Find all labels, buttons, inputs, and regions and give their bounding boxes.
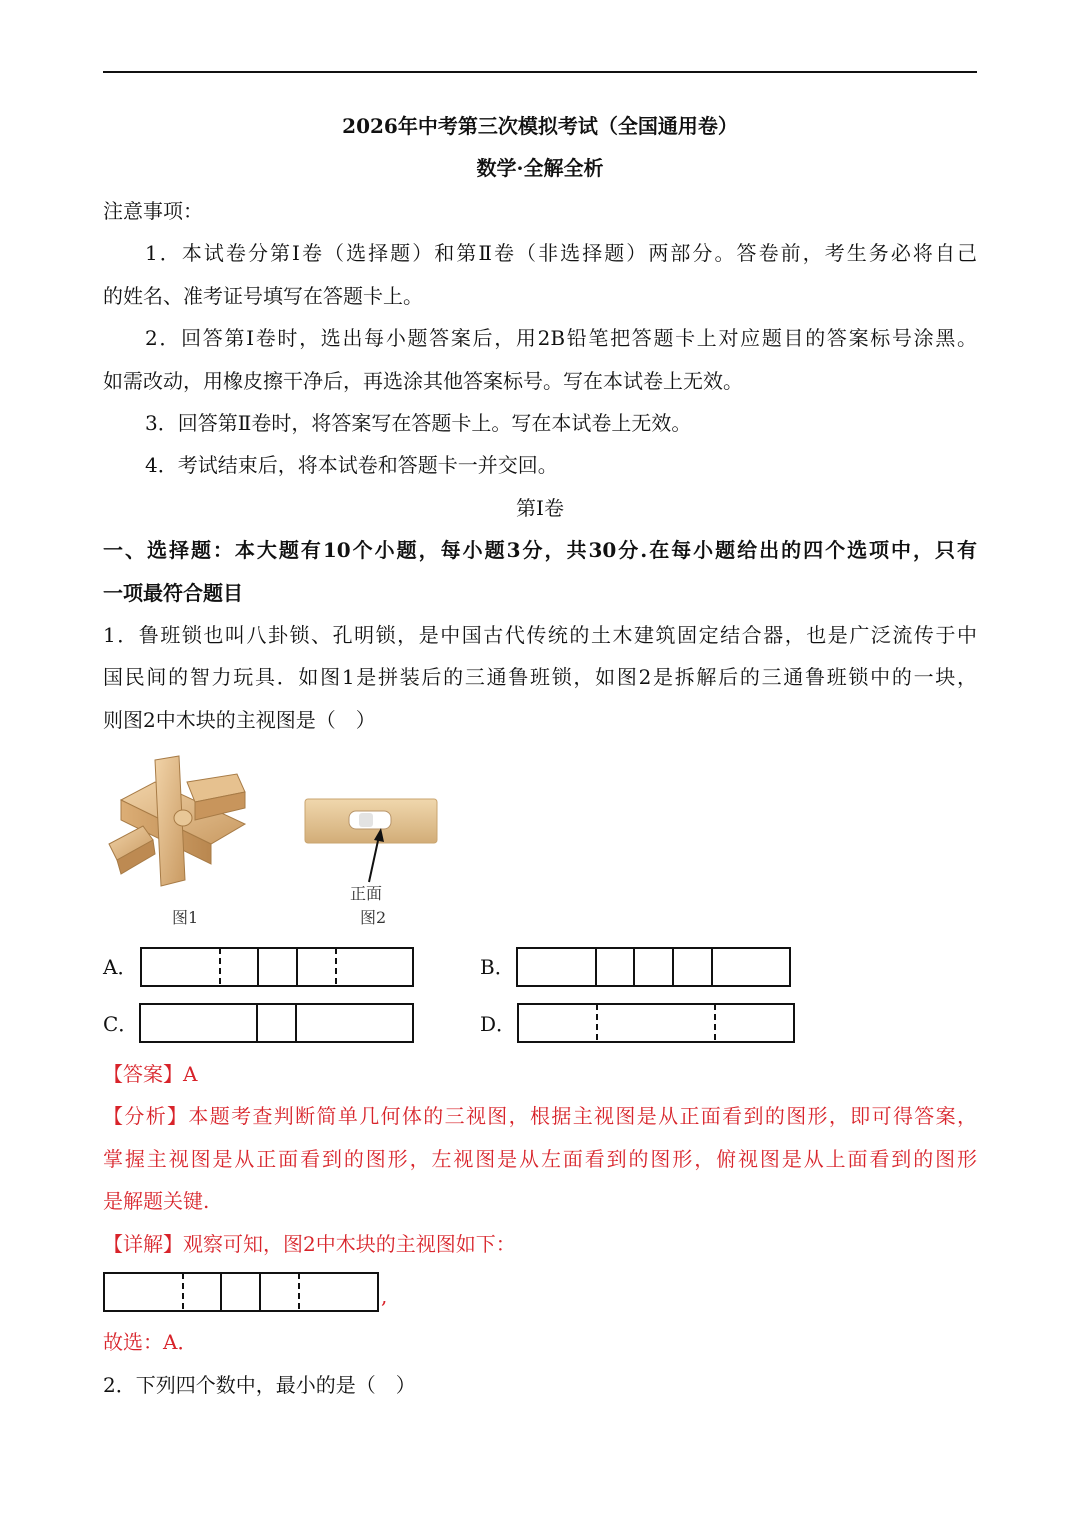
- option-d-figure[interactable]: [517, 1003, 795, 1043]
- notice-item-4: 4．考试结束后，将本试卷和答题卡一并交回。: [145, 453, 558, 477]
- q1-detail: 【详解】观察可知，图2中木块的主视图如下：: [103, 1232, 516, 1256]
- q2-stem: 2．下列四个数中，最小的是（ ）: [103, 1373, 416, 1397]
- q1-solution-figure: [103, 1272, 379, 1312]
- q1-answer: 【答案】A: [103, 1062, 198, 1086]
- q1-analysis-line-2: 掌握主视图是从正面看到的图形，左视图是从左面看到的图形，俯视图是从上面看到的图形: [103, 1147, 977, 1171]
- part-title-line-2: 一项最符合题目: [103, 581, 243, 605]
- q1-conclusion: 故选：A．: [103, 1330, 198, 1354]
- front-direction-arrow: [360, 828, 390, 884]
- notice-item-1-line-1: 1．本试卷分第Ⅰ卷（选择题）和第Ⅱ卷（非选择题）两部分。答卷前，考生务必将自己: [145, 241, 977, 265]
- option-c-label[interactable]: C．: [103, 1012, 139, 1036]
- option-b-figure[interactable]: [516, 947, 791, 987]
- fig2-caption: 图2: [360, 908, 387, 927]
- luban-lock-assembled-illustration: [103, 752, 258, 904]
- option-d-label[interactable]: D．: [480, 1012, 517, 1036]
- volume-heading: 第Ⅰ卷: [516, 496, 564, 520]
- option-b-label[interactable]: B．: [480, 955, 515, 979]
- part-title-line-1: 一、选择题：本大题有10个小题，每小题3分，共30分.在每小题给出的四个选项中，只有: [103, 538, 977, 562]
- q1-stem-line-3: 则图2中木块的主视图是（ ）: [103, 708, 376, 732]
- notice-item-2-line-1: 2．回答第Ⅰ卷时，选出每小题答案后，用2B铅笔把答题卡上对应题目的答案标号涂黑。: [145, 326, 977, 350]
- q1-analysis-line-1: 【分析】本题考查判断简单几何体的三视图，根据主视图是从正面看到的图形，即可得答案，: [103, 1104, 977, 1128]
- notice-heading: 注意事项：: [103, 199, 203, 223]
- option-c-figure[interactable]: [139, 1003, 414, 1043]
- page-title: 2026年中考第三次模拟考试（全国通用卷）: [342, 114, 738, 138]
- fig2-front-label: 正面: [350, 884, 383, 903]
- page-subtitle: 数学·全解全析: [476, 156, 604, 180]
- notice-item-3: 3．回答第Ⅱ卷时，将答案写在答题卡上。写在本试卷上无效。: [145, 411, 692, 435]
- option-a-label[interactable]: A．: [103, 955, 138, 979]
- notice-item-1-line-2: 的姓名、准考证号填写在答题卡上。: [103, 284, 423, 308]
- notice-item-2-line-2: 如需改动，用橡皮擦干净后，再选涂其他答案标号。写在本试卷上无效。: [103, 369, 743, 393]
- q1-stem-line-1: 1．鲁班锁也叫八卦锁、孔明锁，是中国古代传统的土木建筑固定结合器，也是广泛流传于中: [103, 623, 977, 647]
- q1-analysis-line-3: 是解题关键.: [103, 1189, 210, 1213]
- header-rule: [103, 71, 977, 73]
- fig1-caption: 图1: [172, 908, 199, 927]
- q1-solution-comma: ,: [381, 1284, 388, 1308]
- q1-stem-line-2: 国民间的智力玩具．如图1是拼装后的三通鲁班锁，如图2是拆解后的三通鲁班锁中的一块，: [103, 665, 977, 689]
- option-a-figure[interactable]: [140, 947, 414, 987]
